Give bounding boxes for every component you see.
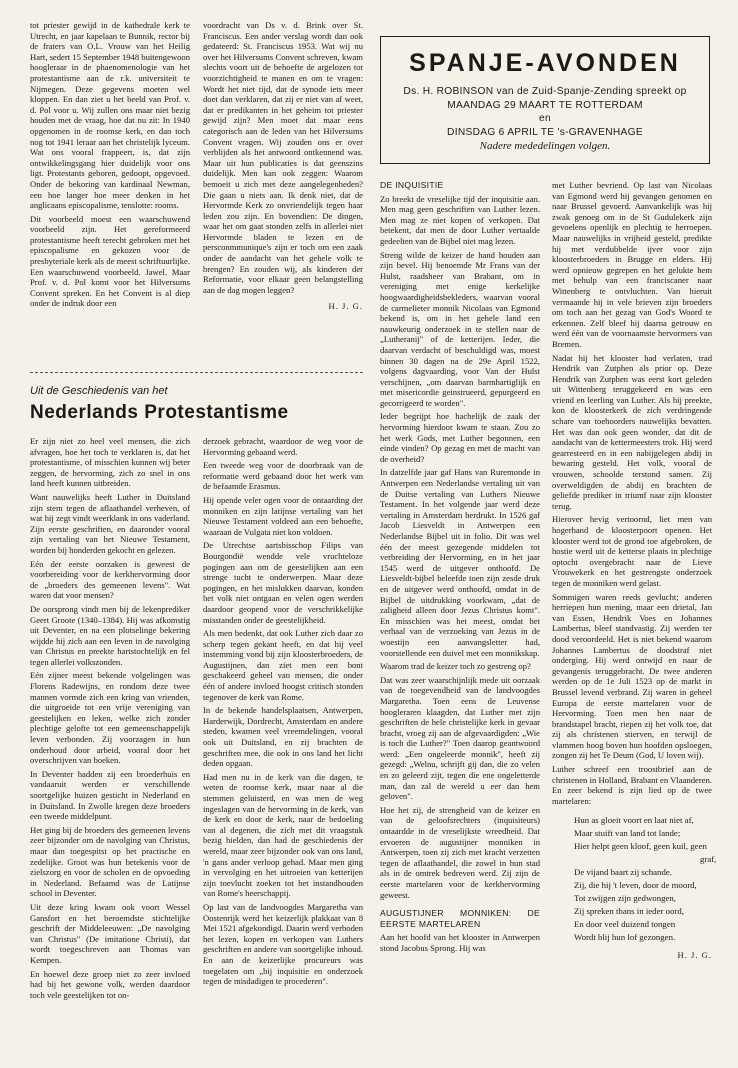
paragraph: Hierover hevig vertoornd, liet men van hogerhand de kloosterpoort openen. Het klooster werd tot de grond toe afgebroken, de hostie werd uit de ketterse plaats in plechtige optocht overgebracht naar de Lieve Vrouwekerk en het gestrengste onderzoek tegen de monniken werd gelast. (552, 514, 712, 588)
paragraph: De Utrechtse aartsbisschop Filips van Bourgondië wendde vele vruchteloze pogingen aan om de geestelijken aan een strenge tucht te onderwerpen. Maar deze pogingen, en het mislukken daarvan, konden het volk niet ontgaan en velen ogen werden daardoor geopend voor de verschrikkelijke misstanden onder de geestelijkheid. (203, 540, 363, 625)
paragraph: Waarom trad de keizer toch zo gestreng op? (380, 661, 531, 672)
paragraph: Had men nu in de kerk van die dagen, te weten de roomse kerk, maar naar al die stemmen geluisterd, en was men de weg ingeslagen van de hervorming in de kerk, van de kerk en door de kerk, naar de bedoeling van al degenen, die zich met dit vraagstuk bezig hielden, dan had de geschiedenis der wereld, maar zeer bijzonder ook van ons land, 'n gans ander verloop gehad. Maar men ging in vervolging en het uitroeien van ketterijen zijn toevlucht zoeken tot het instandhouden van Rome's heerschappij. (203, 771, 363, 899)
paragraph: Op last van de landvoogdes Margaretha van Oostenrijk werd het keizerlijk plakkaat van 8 Mei 1521 afgekondigd. Daarin werd verboden het lezen, kopen en verkopen van Luthers geschriften en andere van soortgelijke inhoud. En aan de keizerlijke procureurs was toegelaten om „bij inquisitie en onderzoek tegen de misdadigen te procederen". (203, 901, 363, 987)
paragraph: met Luther bevriend. Op last van Nicolaas van Egmond werd hij gevangen genomen en naar Brussel gevoerd. Aanvankelijk was hij zwak genoeg om in de St Gudulekerk zijn gevoelens openlijk en plechtig te herroepen. Maar nauwelijks in vrijheid gesteld, predikte hij met verdubbelde ijver voor zijn kloosterbroeders in Brugge en elders. Hij werd opnieuw gegrepen en het gelukte hem met behulp van een franciscaner naar Wittenberg te ontvluchten. Van hieruit vermaande hij in vele brieven zijn broeders om toch aan het gezag van God's Woord te erkennen. Zelf bleef hij daarna getrouw en werd één van de voornaamste hervormers van Bremen. (552, 180, 712, 349)
paragraph: Hoe het zij, de strengheid van de keizer en van de geloofsrechters (inquisiteurs) ontaardde in de vreselijkste wreedheid. Dat ervoeren de augustijner monniken in Antwerpen, toen zij zich met kracht verzetten tegen de aflaathandel, die zowel in hun stad als in de omtrek bedreven werd. Zij zijn de eerste martelaren voor de kerkhervorming geweest. (380, 804, 540, 900)
section-heading-inquisitie: DE INQUISITIE (380, 180, 444, 190)
article-kicker: Uit de Geschiedenis van het (30, 385, 168, 397)
paragraph: Streng wilde de keizer de hand houden aan zijn bevel. Hij benoemde Mr Frans van der Hulst, raadsheer van Brabant, om in vereniging met enige kerkelijke hoogwaardigheidsbekleders, waarvan vooral de carmelieter monnik Nicolaas van Egmond bekend is, om in het gehele land een nauwkeurig onderzoek in te stellen naar de „Lutheranij" of de ketterijen. Ieder, die daarvan verdacht of beschuldigd was, moest binnen 30 dagen na de 29e April 1522, volgens dagvaarding, voor Van der Hulst verschijnen, „om daarvan barmhartiglijk en met misericordie geinstrueerd, gepurgeerd en gecorrigeerd te worden". (380, 249, 540, 408)
paragraph: Uit deze kring kwam ook voort Wessel Gansfort en het beroemdste stichtelijke geschrift der Middeleeuwen: „De navolging van Christus" (De imitatione Christi), dat wordt toegeschreven aan Thomas van Kempen. (30, 901, 190, 965)
paragraph: Aan het hoofd van het klooster in Antwerpen stond Jacobus Sprong. Hij was (380, 932, 540, 953)
article-headline: Nederlands Protestantisme (30, 402, 289, 423)
poem-line: Zij spreken thans in ieder oord, (574, 906, 684, 917)
announcement-and: en (539, 113, 551, 124)
poem-line: Wordt blij hun lof gezongen. (574, 932, 676, 943)
signature: H. J. G. (328, 301, 363, 312)
paragraph: Het ging bij de broeders des gemeenen levens zeer bijzonder om de navolging van Christus, maar dan toegespitst op het practische en zedelijke. Groot was hun betekenis voor de zielszorg en voor de scholen en de opvoeding in Nederland. Befaamd was de Latijnse school in Deventer. (30, 824, 190, 899)
poem (574, 814, 717, 944)
poem-line: graf, (700, 854, 717, 865)
paragraph: In de bekende handelsplaatsen, Antwerpen, Harderwijk, Dordrecht, Amsterdam en andere steden, kwamen veel vreemdelingen, vooral ook uit Duitsland, en zij brachten de geschriften mee, die ook in ons land het licht deden opgaan. (203, 705, 363, 769)
poem-line: Maar stuift van land tot lande; (574, 828, 681, 839)
section-heading-martelaren: AUGUSTIJNER MONNIKEN: DE EERSTE MARTELAREN (380, 908, 540, 929)
section-divider (30, 372, 363, 373)
paragraph: Eén zijner meest bekende volgelingen was Florens Radewijns, en rondom deze twee mannen vormde zich een kring van vrienden, die uitgroeide tot een vrije vereniging van geestelijken en leken, welke zich zonder plechtige gelofte tot een gemeenschappelijk leven verbonden. Zij voorzagen in hun onderhoud door arbeid, vooral door het overschrijven van boeken. (30, 670, 190, 766)
poem-line: Hun as gloeit voort en laat niet af, (574, 815, 694, 826)
paragraph: Sommigen waren reeds gevlucht; anderen herriepen hun mening, maar een drietal, Jan van Essen, Hendrik Voes en Johannes Lambertus, bleef standvastig. Zij werden ter dood veroordeeld. Het is niet bekend waarom Johannes Lambertus de doodstraf niet onderging. Hij werd ontwijd en naar de gevangenis teruggebracht. De twee anderen werden op de 1e Juli 1523 op de markt in Brussel levend verbrand. Zij waren in geheel Europa de eerste martelaren voor de Hervorming. Toen men hen naar de brandstapel bracht, riepen zij het volk toe, dat zij als christenen stierven, en terwijl de vlammen hoog boven hun hoofden opsloegen, zongen zij het Te Deum (God, U loven wij). (552, 591, 712, 761)
article-column-1 (30, 436, 190, 1048)
announcement-speaker: Ds. H. ROBINSON van de Zuid-Spanje-Zending spreekt op (403, 86, 687, 97)
paragraph: Er zijn niet zo heel veel mensen, die zich afvragen, hoe het toch te verklaren is, dat het protestantisme, of misschien kunnen wij beter zeggen, de hervorming, zich zo snel in ons land heeft kunnen uitbreiden. (30, 436, 190, 489)
paragraph: Dat was zeer waarschijnlijk mede uit oorzaak van de toegevendheid van de landvoogdes Margaretha. Toen eens de Leuvense hoogleraren klaagden, dat Luther met zijn geschriften de hele christelijke kerk in gevaar bracht, vroeg zij aan de afgevaardigden: „Wie is toch die Luther?" Toen daarop geantwoord werd: „Een ongeleerde monnik", heeft zij gezegd: „Welnu, schrijft gij dan, die zo velen en zo geleerd zijt, tegen die ene ongeletterde man, dan zal de wereld u eer dan hem geloven". (380, 674, 540, 802)
announcement-note: Nadere mededelingen volgen. (479, 140, 611, 152)
paragraph: Nadat hij het klooster had verlaten, trad Hendrik van Zutphen als prior op. Deze Hendrik van Zutphen was eerst kort geleden uit Wittenberg teruggekeerd en was een vriend en leerling van Luther. Als hij preekte, kon de kloosterkerk de zich verdringende schare van toehoorders nauwelijks bevatten. Het was dan ook geen wonder, dat dit de aandacht van de kettermeesters trok. Hij werd gearresteerd en in een nabijgelegen abdij in bewaring gesteld. Het volk, vooral de vrouwen, schoolde terstond samen. Zij overweldigden de abdij en brachten de geliefde prediker in triumf naar zijn klooster terug. (552, 352, 712, 511)
poem-line: Zij, die hij 't leven, door de moord, (574, 880, 697, 891)
article-column-4 (552, 180, 717, 1048)
article-column-3 (380, 180, 540, 1048)
paragraph: Luther schreef een troostbrief aan de christenen in Holland, Brabant en Vlaanderen. En zeer bekend is zijn lied op de twee martelaren: (552, 764, 712, 806)
announcement-box (380, 36, 710, 164)
paragraph: Zo breekt de vreselijke tijd der inquisitie aan. Men mag geen geschriften van Luther lezen. Men mag ze niet kopen of verkopen. Dat betekent, dat men de door Luther vertaalde gedeelten van de Bijbel niet mag lezen. (380, 193, 540, 246)
paragraph: Eén der eerste oorzaken is geweest de voorbereiding voor de kerkhervorming door de „broeders des gemeenen levens". Wat waren dat voor mensen? (30, 558, 190, 601)
signature: H. J. G. (677, 950, 712, 961)
poem-line: En door veel duizend tongen (574, 919, 676, 930)
top-left-column-2 (203, 20, 363, 368)
announcement-date-rotterdam: MAANDAG 29 MAART TE ROTTERDAM (447, 99, 643, 111)
announcement-title: SPANJE-AVONDEN (409, 49, 681, 77)
paragraph: tot priester gewijd in de kathedrale kerk te Utrecht, en jaar kapelaan te Bunnik, rector bij de fraters van O.L. Vrouw van het Heilig Hart, sedert 15 September 1948 buitengewoon hoogleraar in de phaenomenologie van het protestantisme aan de r.k. universiteit te Nijmegen. Deze gegevens moeten wel kloppen. En dan ziet u het beeld van Prof. v. d. Pol voor u. Wij zullen ons maar niet bezig houden met de vraag, hoe dat nu zit: In 1940 opgenomen in de roomse kerk, en dan toch nog tot 1941 leraar aan het christelijk lyceum. Wat ons vooral frappeert, is, dat zijn ontwikkelingsgang hier duidelijk voor ons ligt. Protestants geboren, gedoopt, opgevoed. Onder de bekoring van kardinaal Newman, een hoe langer hoe meer denken in het anglicaans episcopalisme, tenslotte: rooms. (30, 20, 190, 211)
paragraph: De oorsprong vindt men bij de lekenprediker Geert Groote (1340–1384). Hij was afkomstig uit Deventer, en na een plotselinge bekering wijdde hij zich aan een leven in de navolging van Christus en preekte hartstochtelijk en fel tegen allerlei volkszonden. (30, 603, 190, 667)
paragraph: In Deventer hadden zij een broederhuis en vandaaruit werden er verschillende soortgelijke huizen gesticht in Nederland en in Duitsland. In Zwolle kregen deze broeders een tweede middelpunt. (30, 768, 190, 822)
poem-line: De vijand baart zij schande. (574, 867, 672, 878)
paragraph: voordracht van Ds v. d. Brink over St. Franciscus. Een ander verslag wordt dan ook gedateerd: St. Franciscus 1953. Wat wij nu over het Hilversums Convent schreven, kwam slechts voort uit de behoefte de argelozen tot voorzichtigheid te manen en om te vragen: Wordt het niet tijd, dat de synode iets meer doet dan verklaren, dat zij er niet van af weet, dat er predikanten in het geheim tot priester gewijd zijn? Men moet dat maar eens categorisch aan de leden van het Hilversums Convent vragen. Wij zouden ons er over verblijden als het antwoord ontkennend was. Maar uit hun publicaties is dat geenszins duidelijk. Men kan ook zeggen: Waarom bemoeit u zich met deze aangelegenheden? Die gaan u niets aan. Ik denk niet, dat de Hervormde Kerk zo onvriendelijk tegen haar leden zou zijn. En bovendien: De dingen, waar het om gaat stonden zelfs in allerlei niet Hervormde bladen te lezen en de persconmmunique's zijn er toch om een zaak onder de aandacht van het gehele volk te brengen? En zouden wij, als kinderen der Reformatie, voor elkaar geen belangstelling aan de dag mogen leggen? (203, 20, 363, 295)
paragraph: Als men bedenkt, dat ook Luther zich daar zo scherp tegen gekant heeft, en dat hij veel instemming vond bij zijn kloosterbroeders, de Augustijnen, dan ziet men een bont geschakeerd geheel van mensen, die onder één of andere invloed hoogst critisch stonden tegenover de kerk van Rome. (203, 628, 363, 702)
paragraph: Want nauwelijks heeft Luther in Duitsland zijn stem tegen de aflaathandel verheven, of wat hij zegt vindt weerklank in ons vaderland. Zijn eerste geschriften, en daaronder vooral zijn vertaling van het Nieuwe Testament, worden bij honderden gekocht en gelezen. (30, 491, 190, 555)
article-column-2 (203, 436, 363, 1048)
paragraph: Ieder begrijpt hoe hachelijk de zaak der hervorming hierdoor kwam te staan. Zou zo het werk Gods, met Luther begonnen, een einde vinden? Op gezag en met de macht van de overheid? (380, 411, 540, 464)
paragraph: En hoewel deze groep niet zo zeer invloed had bij het gewone volk, werden daardoor toch vele geestelijken tot on- (30, 968, 190, 1000)
top-left-column-1 (30, 20, 190, 368)
paragraph: Hij opende veler ogen voor de ontaarding der monniken en zijn latijnse vertaling van het Nieuwe Testament voldeed aan een behoefte, waaraan de Vulgata niet kon voldoen. (203, 494, 363, 537)
paragraph: Dit voorbeeld moest een waarschuwend voorbeeld zijn. Het gereformeerd protestantisme heeft terecht gebroken met het episcopalisme en gekozen voor de presbyteriale kerk als de meest schriftuurlijke. Een waarschuwend voorbeeld. Jawel. Maar Prof. v. d. Pol komt voor het Hilversums Convent spreken. En het Convent is al diep onder de indruk door een (30, 213, 190, 309)
paragraph: Een tweede weg voor de doorbraak van de reformatie werd gebaand door het werk van de befaamde Erasmus. (203, 460, 363, 492)
poem-line: Tot zwijgen zijn gedwongen, (574, 893, 676, 904)
poem-line: Hier helpt geen kloof, geen kuil, geen (574, 841, 707, 852)
announcement-date-denhaag: DINSDAG 6 APRIL TE 's-GRAVENHAGE (447, 126, 643, 138)
paragraph: In datzelfde jaar gaf Hans van Ruremonde in Antwerpen een Nederlandse vertaling uit van de Duitse vertaling van Luthers Nieuwe Testament. In het volgende jaar werd deze vertaling in Amsterdam herdrukt. In 1526 gaf Jacob Liesveldt in Antwerpen een Nederlandse Bijbel uit in folio. Dit was wel één der meest gezegende middelen tot verbreiding der Hervorming, en in het jaar 1545 werd de uitgever onthoofd. De Liesveldt-bijbel beleefde toen zijn zesde druk en de uitgever werd onthoofd, omdat in de Bijbel de uitdrukking voorkwam, „dat de zaligheid alleen door Jezus Christus komt". En misschien was het meest, omdat het verhaal van de verzoeking van Jezus in de woestijn een aanvangsletter had, voorstellende een duivel met een monnikskap. (380, 467, 540, 658)
paragraph: derzoek gebracht, waardoor de weg voor de Hervorming gebaand werd. (203, 436, 363, 457)
